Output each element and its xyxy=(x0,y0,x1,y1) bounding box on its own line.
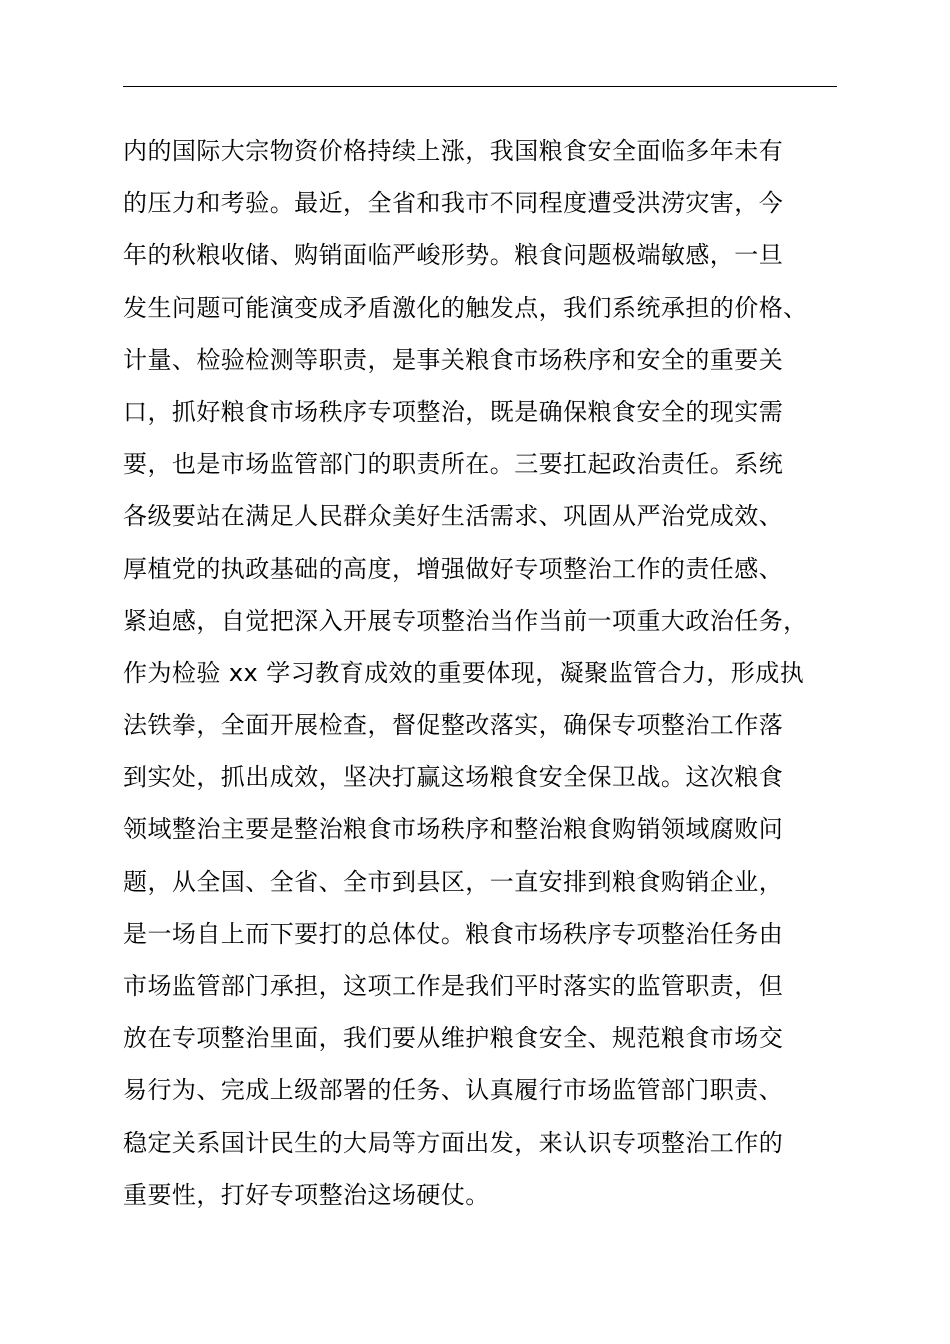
header-rule xyxy=(123,86,837,87)
text-line: 的压力和考验。最近，全省和我市不同程度遭受洪涝灾害，今 xyxy=(123,189,784,218)
text-line: 要，也是市场监管部门的职责所在。三要扛起政治责任。系统 xyxy=(123,450,784,479)
text-line: 法铁拳，全面开展检查，督促整改落实，确保专项整治工作落 xyxy=(123,711,784,740)
text-line: 易行为、完成上级部署的任务、认真履行市场监管部门职责、 xyxy=(123,1076,784,1105)
text-line: 领域整治主要是整治粮食市场秩序和整治粮食购销领域腐败问 xyxy=(123,815,784,844)
text-line: 重要性，打好专项整治这场硬仗。 xyxy=(123,1180,490,1209)
text-line: 各级要站在满足人民群众美好生活需求、巩固从严治党成效、 xyxy=(123,502,784,531)
text-line: 计量、检验检测等职责，是事关粮食市场秩序和安全的重要关 xyxy=(123,345,784,374)
text-line: 厚植党的执政基础的高度，增强做好专项整治工作的责任感、 xyxy=(123,554,784,583)
text-line: 年的秋粮收储、购销面临严峻形势。粮食问题极端敏感，一旦 xyxy=(123,241,784,270)
text-line: 内的国际大宗物资价格持续上涨，我国粮食安全面临多年未有 xyxy=(123,137,784,165)
text-line: 市场监管部门承担，这项工作是我们平时落实的监管职责，但 xyxy=(123,972,784,1000)
text-line: 发生问题可能演变成矛盾激化的触发点，我们系统承担的价格、 xyxy=(123,293,808,322)
text-line: 题，从全国、全省、全市到县区，一直安排到粮食购销企业， xyxy=(123,867,784,896)
text-line: 紧迫感，自觉把深入开展专项整治当作当前一项重大政治任务， xyxy=(123,606,808,635)
text-line: 作为检验 xx 学习教育成效的重要体现，凝聚监管合力，形成执 xyxy=(123,658,805,687)
text-line: 到实处，抓出成效，坚决打赢这场粮食安全保卫战。这次粮食 xyxy=(123,763,784,792)
text-line: 是一场自上而下要打的总体仗。粮食市场秩序专项整治任务由 xyxy=(123,919,784,948)
text-line: 稳定关系国计民生的大局等方面出发，来认识专项整治工作的 xyxy=(123,1128,784,1157)
text-line: 放在专项整治里面，我们要从维护粮食安全、规范粮食市场交 xyxy=(123,1024,784,1053)
text-line: 口，抓好粮食市场秩序专项整治，既是确保粮食安全的现实需 xyxy=(123,397,784,426)
body-paragraph xyxy=(123,125,863,1221)
